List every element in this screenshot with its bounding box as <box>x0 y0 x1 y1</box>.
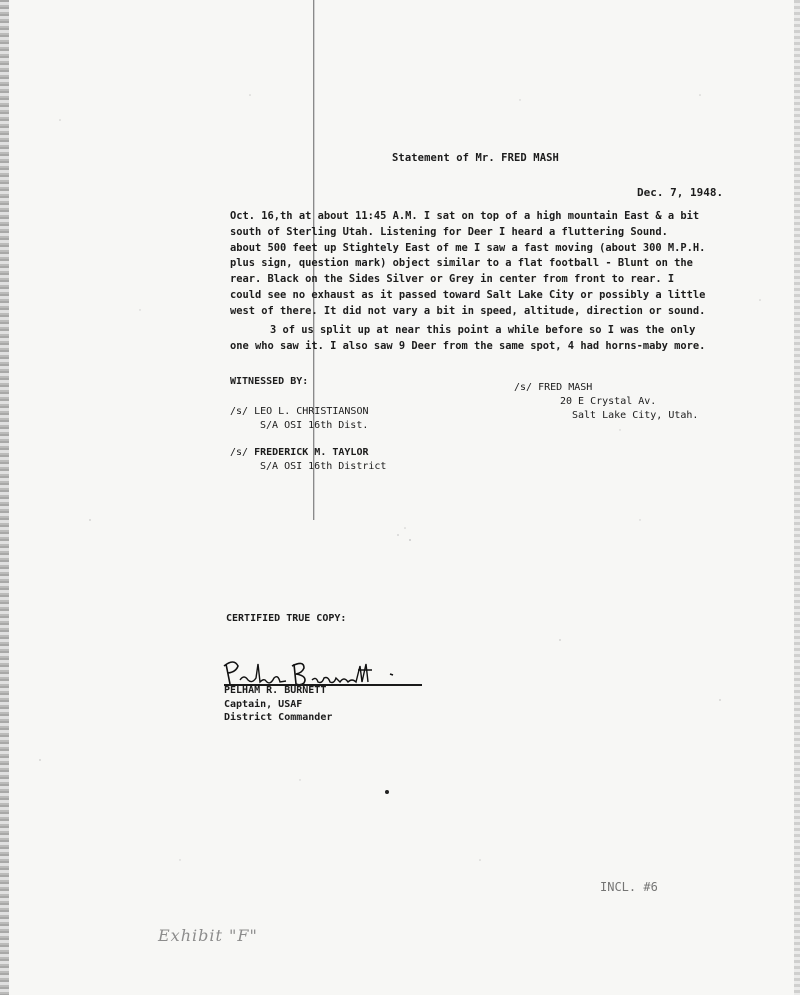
paragraph-line: one who saw it. I also saw 9 Deer from the same spot, 4 had horns-maby more. <box>230 339 706 352</box>
statement-paragraph-2 <box>230 323 750 355</box>
statement-paragraph-1 <box>230 209 750 320</box>
paragraph-line: Oct. 16,th at about 11:45 A.M. I sat on top of a high mountain East & a bit <box>230 210 700 222</box>
witness-1-sig: /s/ <box>230 406 249 417</box>
witness-2-title: S/A OSI 16th District <box>260 461 387 472</box>
declarant-name: FRED MASH <box>538 382 593 393</box>
signer-role: District Commander <box>224 712 333 723</box>
paragraph-line: could see no exhaust as it passed toward Salt Lake City or possibly a little <box>230 288 706 301</box>
witness-2-sig: /s/ <box>230 447 249 458</box>
paragraph-line: plus sign, question mark) object similar to a flat football - Blunt on the <box>230 257 693 270</box>
scan-edge-left <box>0 0 9 995</box>
witness-1 <box>230 405 368 433</box>
witnessed-label: WITNESSED BY: <box>230 376 309 387</box>
paragraph-line: west of there. It did not vary a bit in speed, altitude, direction or sound. <box>230 304 706 317</box>
paragraph-line: about 500 feet up Stightely East of me I saw a fast moving (about 300 M.P.H. <box>230 241 706 254</box>
scan-edge-right <box>794 0 800 995</box>
signer-rank: Captain, USAF <box>224 698 303 710</box>
witness-1-name: LEO L. CHRISTIANSON <box>254 406 369 417</box>
paragraph-line: 3 of us split up at near this point a while before so I was the only <box>270 324 696 336</box>
statement-title: Statement of Mr. FRED MASH <box>392 152 559 164</box>
declarant-address-2: Salt Lake City, Utah. <box>572 410 699 421</box>
signer-block <box>224 684 332 725</box>
declarant-address-1: 20 E Crystal Av. <box>560 396 657 407</box>
certified-true-copy: CERTIFIED TRUE COPY: <box>226 613 347 624</box>
declarant-block <box>514 381 698 423</box>
witness-2-name: FREDERICK M. TAYLOR <box>254 447 369 458</box>
signer-name: PELHAM R. BURNETT <box>224 685 327 696</box>
statement-date: Dec. 7, 1948. <box>637 186 724 199</box>
paragraph-line: south of Sterling Utah. Listening for Deer I heard a fluttering Sound. <box>230 225 668 238</box>
paragraph-line: rear. Black on the Sides Silver or Grey in center from front to rear. I <box>230 273 675 286</box>
exhibit-label: Exhibit "F" <box>158 926 258 945</box>
witness-1-title: S/A OSI 16th Dist. <box>260 420 369 431</box>
witness-2 <box>230 446 386 474</box>
inclosure-stamp: INCL. #6 <box>600 880 658 894</box>
declarant-sig: /s/ <box>514 382 533 393</box>
ink-dot <box>385 790 389 794</box>
